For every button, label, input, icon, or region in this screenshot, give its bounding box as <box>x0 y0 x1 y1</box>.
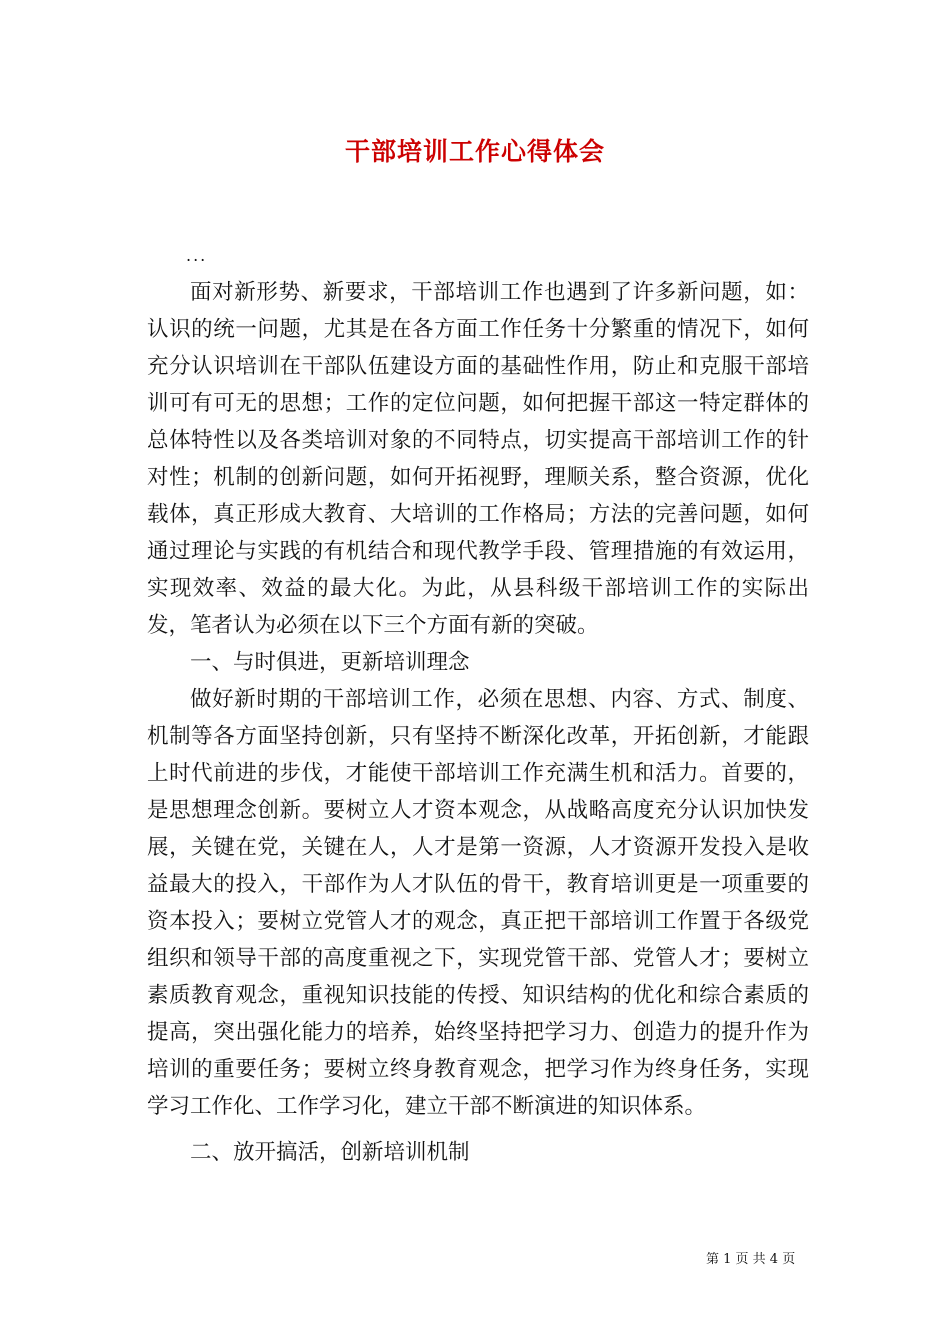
page-number: 第 1 页 共 4 页 <box>706 1252 796 1267</box>
section-heading-2: 二、放开搞活，创新培训机制 <box>190 1140 470 1165</box>
paragraph-intro: 面对新形势、新要求，干部培训工作也遇到了许多新问题，如：认识的统一问题，尤其是在各方面工作任务十分繁重的情况下，如何充分认识培训在干部队伍建设方面的基础性作用，防止和克服干部培训可有可无的思想；工作的定位问题，如何把握干部这一特定群体的总体特性以及各类培训对象的不同特点，切实提高干部培训工作的针对性；机制的创新问题，如何开拓视野，理顺关系，整合资源，优化载体，真正形成大教育、大培训的工作格局；方法的完善问题，如何通过理论与实践的有机结合和现代教学手段、管理措施的有效运用，实现效率、效益的最大化。为此，从县科级干部培训工作的实际出发，笔者认为必须在以下三个方面有新的突破。 <box>147 280 809 638</box>
document-body <box>147 274 809 1171</box>
section-heading-1: 一、与时俱进，更新培训理念 <box>190 650 470 675</box>
document-title: 干部培训工作心得体会 <box>344 137 605 166</box>
paragraph-section-1: 做好新时期的干部培训工作，必须在思想、内容、方式、制度、机制等各方面坚持创新，只有坚持不断深化改革，开拓创新，才能跟上时代前进的步伐，才能使干部培训工作充满生机和活力。首要的，是思想理念创新。要树立人才资本观念，从战略高度充分认识加快发展，关键在党，关键在人，人才是第一资源，人才资源开发投入是收益最大的投入，干部作为人才队伍的骨干，教育培训更是一项重要的资本投入；要树立党管人才的观念，真正把干部培训工作置于各级党组织和领导干部的高度重视之下，实现党管干部、党管人才；要树立素质教育观念，重视知识技能的传授、知识结构的优化和综合素质的提高，突出强化能力的培养，始终坚持把学习力、创造力的提升作为培训的重要任务；要树立终身教育观念，把学习作为终身任务，实现学习工作化、工作学习化，建立干部不断演进的知识体系。 <box>147 687 809 1119</box>
ellipsis-marker: ... <box>186 246 208 265</box>
